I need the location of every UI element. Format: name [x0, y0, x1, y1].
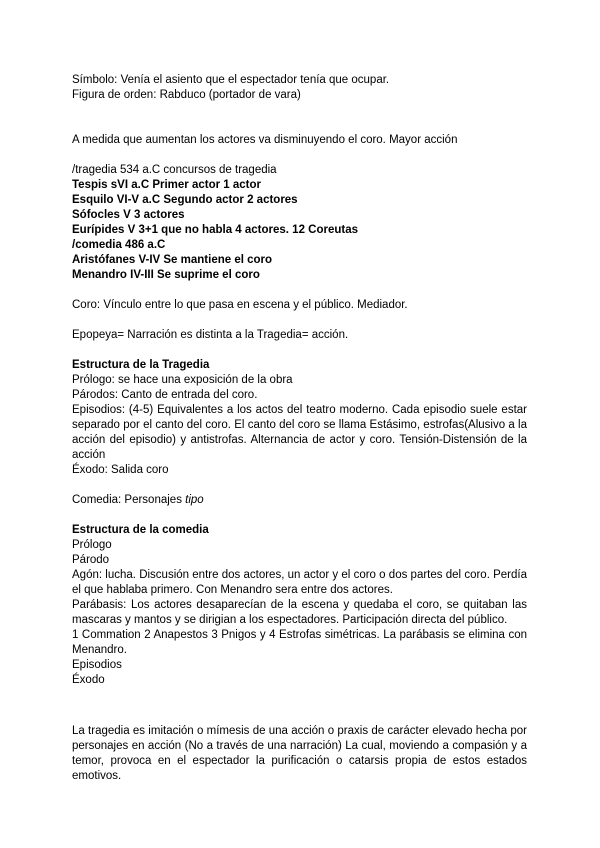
aristofanes-line: Aristófanes V-IV Se mantiene el coro	[72, 254, 273, 266]
comedia-exodo: Éxodo	[72, 674, 105, 686]
tragedia-parodos: Párodos: Canto de entrada del coro.	[72, 389, 258, 401]
menandro-line: Menandro IV-III Se suprime el coro	[72, 269, 260, 281]
comedia-structure-title: Estructura de la comedia	[72, 524, 209, 536]
tragedia-definicion: La tragedia es imitación o mímesis de una acción o praxis de carácter elevado hecha por personajes en acción (No a través de una narración) La cual, moviendo a compasión y a temor, provoca en el espectador la purificación o catarsis propia de estos estados emotivos.	[72, 725, 527, 782]
tespis-line: Tespis sVI a.C Primer actor 1 actor	[72, 179, 261, 191]
simbolo-text: Símbolo: Venía el asiento que el espectador tenía que ocupar.	[72, 74, 390, 86]
comedia-parabasis: Parábasis: Los actores desaparecían de la escena y quedaba el coro, se quitaban las mascaras y mantos y se dirigian a los espectadores. Participación directa del público.	[72, 599, 527, 626]
comedia-heading: /comedia 486 a.C	[72, 239, 166, 251]
comedia-personajes-label: Comedia: Personajes	[72, 494, 186, 506]
sofocles-line: Sófocles V 3 actores	[72, 209, 185, 221]
tragedia-prologo: Prólogo: se hace una exposición de la obra	[72, 374, 293, 386]
tragedia-structure-title: Estructura de la Tragedia	[72, 359, 210, 371]
comedia-episodios: Episodios	[72, 659, 122, 671]
tragedia-exodo: Éxodo: Salida coro	[72, 464, 169, 476]
comedia-parodo: Párodo	[72, 554, 110, 566]
document-page	[72, 73, 527, 784]
actores-coro-text: A medida que aumentan los actores va disminuyendo el coro. Mayor acción	[72, 134, 458, 146]
euripides-line: Eurípides V 3+1 que no habla 4 actores. 12 Coreutas	[72, 224, 359, 236]
comedia-personajes	[72, 493, 527, 508]
coro-text: Coro: Vínculo entre lo que pasa en escena y el público. Mediador.	[72, 299, 408, 311]
comedia-personajes-tipo: tipo	[185, 494, 204, 506]
comedia-agon: Agón: lucha. Discusión entre dos actores, un actor y el coro o dos partes del coro. Perdía el que hablaba primero. Con Menandro sera entre dos actores.	[72, 569, 527, 596]
figura-text: Figura de orden: Rabduco (portador de vara)	[72, 89, 301, 101]
esquilo-line: Esquilo VI-V a.C Segundo actor 2 actores	[72, 194, 298, 206]
comedia-prologo: Prólogo	[72, 539, 112, 551]
comedia-commation: 1 Commation 2 Anapestos 3 Pnigos y 4 Estrofas simétricas. La parábasis se elimina con Menandro.	[72, 629, 527, 656]
tragedia-heading: /tragedia 534 a.C concursos de tragedia	[72, 164, 277, 176]
tragedia-episodios: Episodios: (4-5) Equivalentes a los actos del teatro moderno. Cada episodio suele estar separado por el canto del coro. El canto del coro se llama Estásimo, estrofas(Alusivo a la acción del episodio) y antistrofas. Alternancia de actor y coro. Tensión-Distensión de la acción	[72, 404, 527, 461]
epopeya-text: Epopeya= Narración es distinta a la Tragedia= acción.	[72, 329, 349, 341]
